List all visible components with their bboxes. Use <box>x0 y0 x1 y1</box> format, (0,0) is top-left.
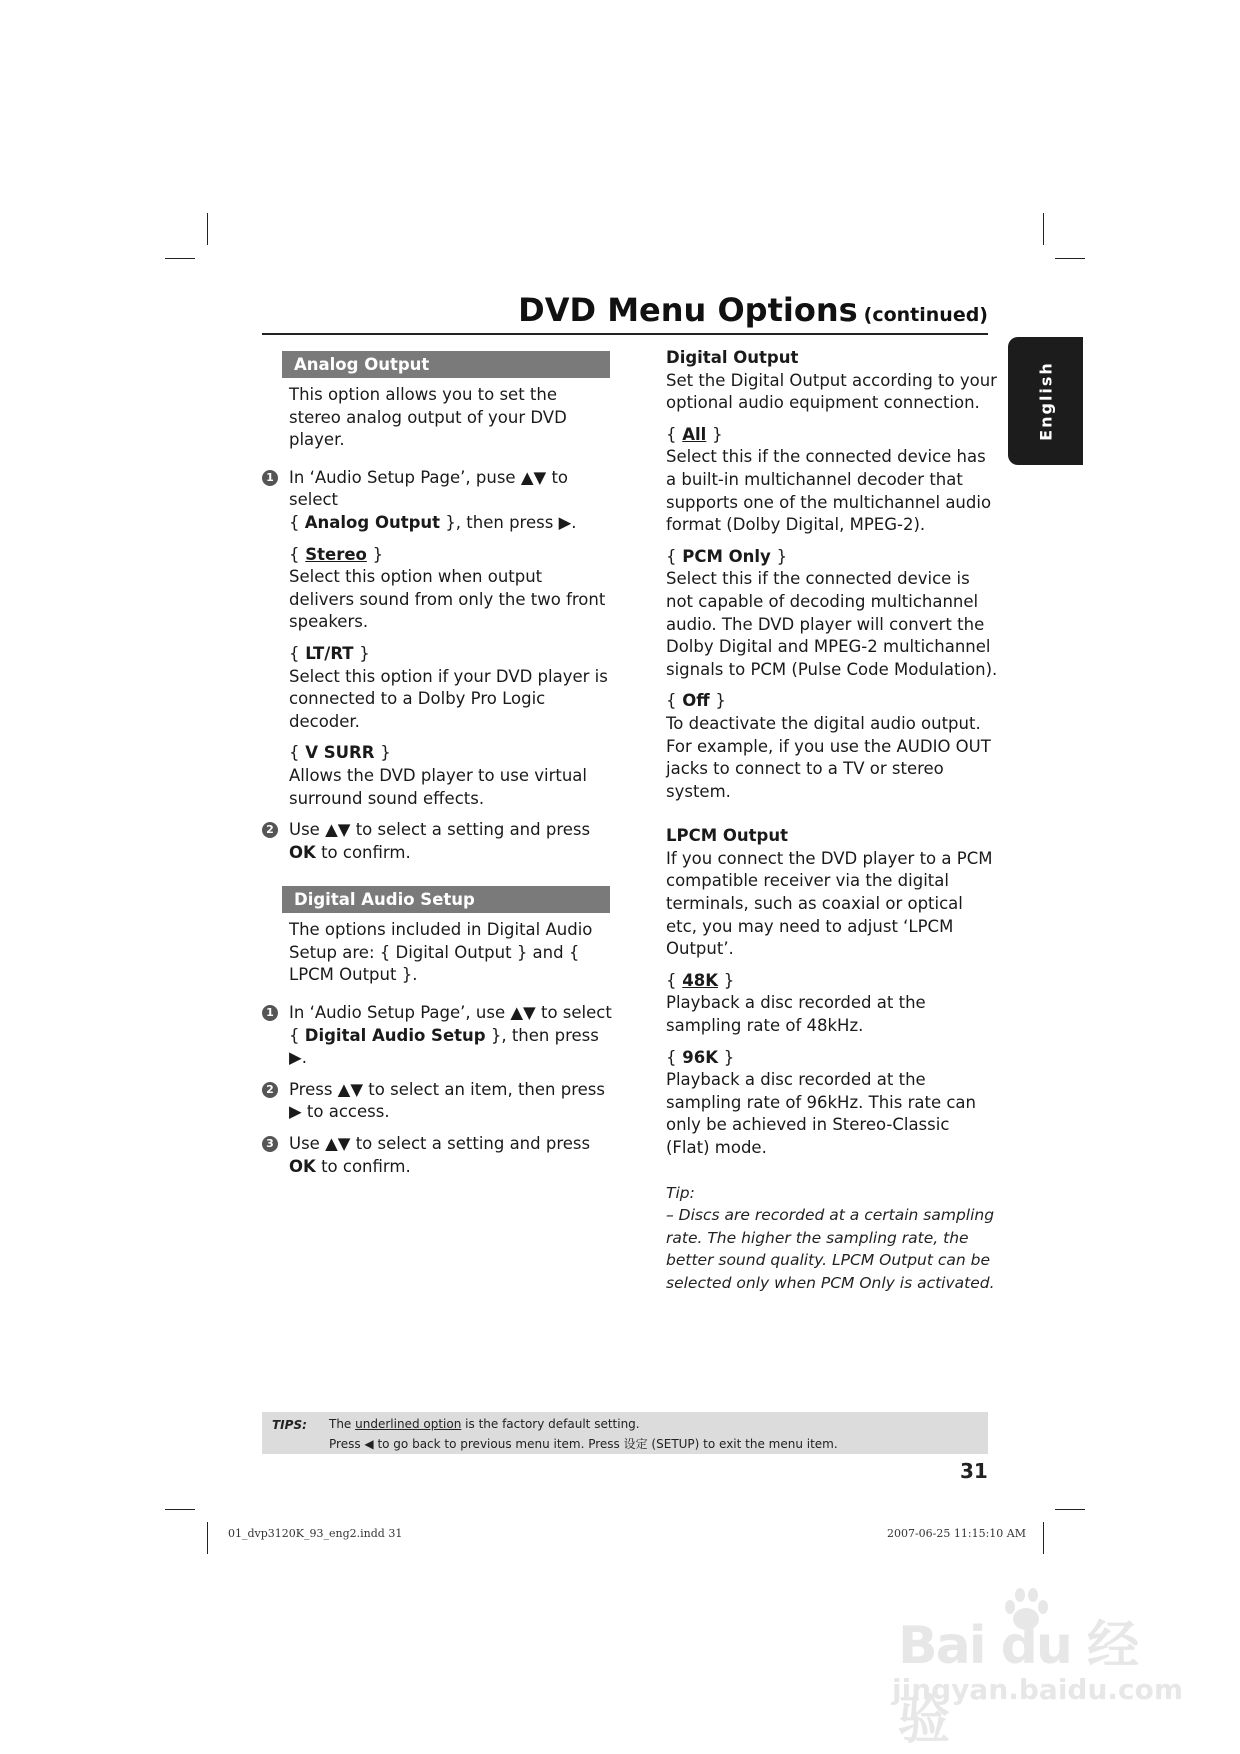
crop-mark <box>207 213 208 245</box>
baidu-watermark <box>880 1585 1184 1751</box>
option-pcm-only-desc: Select this if the connected device is not capable of decoding multichannel audio. The DVD player will convert the Dolby Digital and MPEG-2 multichannel signals to PCM (Pulse Code Modulation). <box>666 569 998 679</box>
option-ltrt-desc: Select this option if your DVD player is connected to a Dolby Pro Logic decoder. <box>289 666 608 731</box>
ok-label: OK <box>289 1156 316 1176</box>
option-pcm-only-label: PCM Only <box>682 546 771 566</box>
step-text: In ‘Audio Setup Page’, use ▲▼ to select <box>289 1003 612 1023</box>
tip-label: Tip: <box>666 1183 695 1202</box>
crop-mark <box>207 1522 208 1554</box>
crop-mark <box>165 258 195 259</box>
analog-output-label: Analog Output <box>304 512 441 532</box>
section-header-analog-output: Analog Output <box>282 351 610 378</box>
analog-step-2: 2 Use ▲▼ to select a setting and press OK to confirm. <box>262 819 612 864</box>
ok-label: OK <box>289 842 316 862</box>
crop-mark <box>165 1509 195 1510</box>
digital-audio-setup-label: Digital Audio Setup <box>304 1025 486 1045</box>
tips-bar <box>262 1412 988 1454</box>
option-48k-label: 48K <box>682 970 718 990</box>
left-column <box>262 351 612 1178</box>
watermark-url: jingyan.baidu.com <box>892 1673 1184 1706</box>
option-48k-desc: Playback a disc recorded at the sampling rate of 48kHz. <box>666 993 926 1036</box>
digital-output-desc: Set the Digital Output according to your optional audio equipment connection. <box>666 370 997 413</box>
option-off-label: Off <box>682 691 710 711</box>
crop-mark <box>1043 1522 1044 1554</box>
digital-step-2 <box>262 1079 612 1124</box>
tips-line-1: The underlined option is the factory default setting. <box>329 1417 640 1431</box>
option-all-desc: Select this if the connected device has a built-in multichannel decoder that supports one of the multichannel audio format (Dolby Digital, MPEG-2). <box>666 447 992 535</box>
option-stereo: { Stereo } Select this option when output delivers sound from only the two front speakers. <box>262 544 612 634</box>
option-off-desc: To deactivate the digital audio output. For example, if you use the AUDIO OUT jacks to connect to a TV or stereo system. <box>666 713 991 801</box>
lpcm-output-heading: LPCM Output <box>666 826 788 846</box>
section-header-digital-audio-setup: Digital Audio Setup <box>282 886 610 913</box>
option-ltrt-label: LT/RT <box>305 643 354 663</box>
step-number: 1 <box>262 1005 278 1021</box>
step-number: 2 <box>262 1082 278 1098</box>
slug-filename: 01_dvp3120K_93_eng2.indd 31 <box>228 1527 403 1540</box>
underlined-option-text: underlined option <box>355 1417 462 1431</box>
option-stereo-desc: Select this option when output delivers sound from only the two front speakers. <box>289 567 606 632</box>
tip-text: – Discs are recorded at a certain sampling rate. The higher the sampling rate, the better sound quality. LPCM Output can be selected only when PCM Only is activated. <box>666 1206 995 1292</box>
step-text: Use ▲▼ to select a setting and press <box>289 820 591 840</box>
digital-step-3: 3 Use ▲▼ to select a setting and press OK to confirm. <box>262 1133 612 1178</box>
step-text: In ‘Audio Setup Page’, puse ▲▼ to select <box>289 467 569 510</box>
language-tab <box>1008 337 1083 465</box>
option-96k: { 96K } Playback a disc recorded at the sampling rate of 96kHz. This rate can only be achieved in Stereo-Classic (Flat) mode. <box>666 1047 998 1160</box>
step-text: Press ▲▼ to select an item, then press ▶ to access. <box>289 1079 605 1122</box>
digital-intro: The options included in Digital Audio Setup are: { Digital Output } and { LPCM Output }. <box>289 920 593 985</box>
watermark-brand: Bai du 经验 <box>898 1616 1137 1751</box>
tips-label: TIPS: <box>272 1418 307 1432</box>
page-title-text: DVD Menu Options <box>518 291 858 329</box>
option-ltrt: { LT/RT } Select this option if your DVD player is connected to a Dolby Pro Logic decoder. <box>262 643 612 733</box>
crop-mark <box>1055 1509 1085 1510</box>
step-number: 3 <box>262 1136 278 1152</box>
step-text: Use ▲▼ to select a setting and press <box>289 1134 591 1154</box>
page-title-continued: (continued) <box>863 304 988 326</box>
language-tab-label: English <box>1036 361 1056 441</box>
page-number: 31 <box>960 1459 988 1483</box>
option-pcm-only: { PCM Only } Select this if the connected device is not capable of decoding multichannel audio. The DVD player will convert the Dolby Digital and MPEG-2 multichannel signals to PCM (Pulse Code Modulation). <box>666 546 998 682</box>
tips-line-2: Press ◀ to go back to previous menu item. Press 设定 (SETUP) to exit the menu item. <box>329 1437 838 1451</box>
step-number: 1 <box>262 470 278 486</box>
page-title <box>518 291 988 329</box>
analog-intro: This option allows you to set the stereo analog output of your DVD player. <box>289 385 567 450</box>
option-vsurr: { V SURR } Allows the DVD player to use virtual surround sound effects. <box>262 742 612 810</box>
option-48k: { 48K } Playback a disc recorded at the sampling rate of 48kHz. <box>666 970 998 1038</box>
analog-step-1: 1 In ‘Audio Setup Page’, puse ▲▼ to select { Analog Output }, then press ▶. <box>262 467 612 535</box>
digital-step-1: 1 In ‘Audio Setup Page’, use ▲▼ to select { Digital Audio Setup }, then press ▶. <box>262 1002 612 1070</box>
option-96k-desc: Playback a disc recorded at the sampling rate of 96kHz. This rate can only be achieved in Stereo-Classic (Flat) mode. <box>666 1070 976 1157</box>
step-text: }, then press ▶. <box>445 512 577 532</box>
crop-mark <box>1055 258 1085 259</box>
right-column <box>666 347 998 1294</box>
option-all: { All } Select this if the connected device has a built-in multichannel decoder that supports one of the multichannel audio format (Dolby Digital, MPEG-2). <box>666 424 998 537</box>
slug-timestamp: 2007-06-25 11:15:10 AM <box>886 1527 1026 1540</box>
option-vsurr-label: V SURR <box>305 743 375 763</box>
option-96k-label: 96K <box>682 1047 718 1067</box>
step-text: }, then press ▶. <box>289 1025 599 1068</box>
digital-output-heading: Digital Output <box>666 348 799 367</box>
lpcm-output-desc: If you connect the DVD player to a PCM compatible receiver via the digital terminals, such as coaxial or optical etc, you may need to adjust ‘LPCM Output’. <box>666 848 993 959</box>
option-off: { Off } To deactivate the digital audio output. For example, if you use the AUDIO OUT jacks to connect to a TV or stereo system. <box>666 690 998 803</box>
crop-mark <box>1043 213 1044 245</box>
option-vsurr-desc: Allows the DVD player to use virtual surround sound effects. <box>289 765 587 808</box>
title-row <box>262 288 988 335</box>
option-stereo-label: Stereo <box>305 544 367 564</box>
option-all-label: All <box>682 424 707 444</box>
step-number: 2 <box>262 822 278 838</box>
